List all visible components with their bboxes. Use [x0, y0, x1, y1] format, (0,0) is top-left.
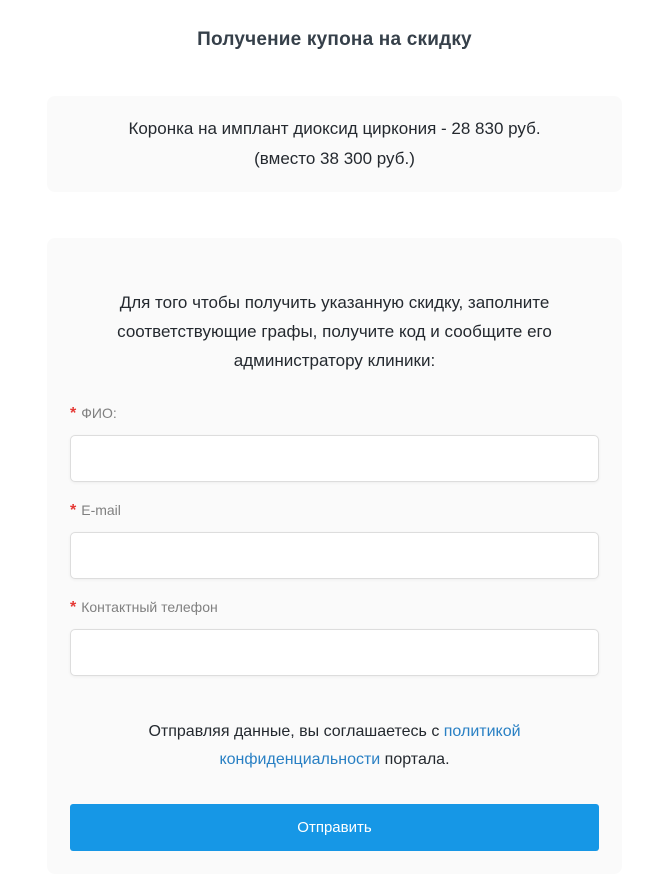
offer-box: [47, 96, 622, 192]
required-asterisk: *: [70, 502, 77, 519]
fio-input[interactable]: [70, 435, 599, 482]
email-label-text: E-mail: [81, 502, 121, 518]
email-label: [70, 502, 599, 520]
email-input[interactable]: [70, 532, 599, 579]
fio-label-text: ФИО:: [81, 405, 117, 421]
required-asterisk: *: [70, 599, 77, 616]
page-title: Получение купона на скидку: [197, 29, 472, 50]
offer-price-line: Коронка на имплант диоксид циркония - 28 830 руб.: [128, 119, 541, 138]
consent-prefix: Отправляя данные, вы соглашаетесь с: [148, 723, 444, 740]
form-instructions: Для того чтобы получить указанную скидку, заполните соответствующие графы, получите код и сообщите его администратору клиники:: [117, 293, 552, 370]
privacy-policy-link[interactable]: политикой конфиденциальности: [219, 723, 521, 768]
field-fio: [70, 405, 599, 482]
coupon-form-card: [47, 238, 622, 874]
offer-old-price-line: (вместо 38 300 руб.): [254, 149, 415, 168]
field-email: [70, 502, 599, 579]
phone-label: [70, 599, 599, 617]
phone-label-text: Контактный телефон: [81, 599, 218, 615]
phone-input[interactable]: [70, 629, 599, 676]
required-asterisk: *: [70, 405, 77, 422]
consent-text: [120, 718, 550, 774]
fio-label: [70, 405, 599, 423]
field-phone: [70, 599, 599, 676]
submit-button[interactable]: Отправить: [70, 804, 599, 851]
consent-suffix: портала.: [380, 751, 450, 768]
